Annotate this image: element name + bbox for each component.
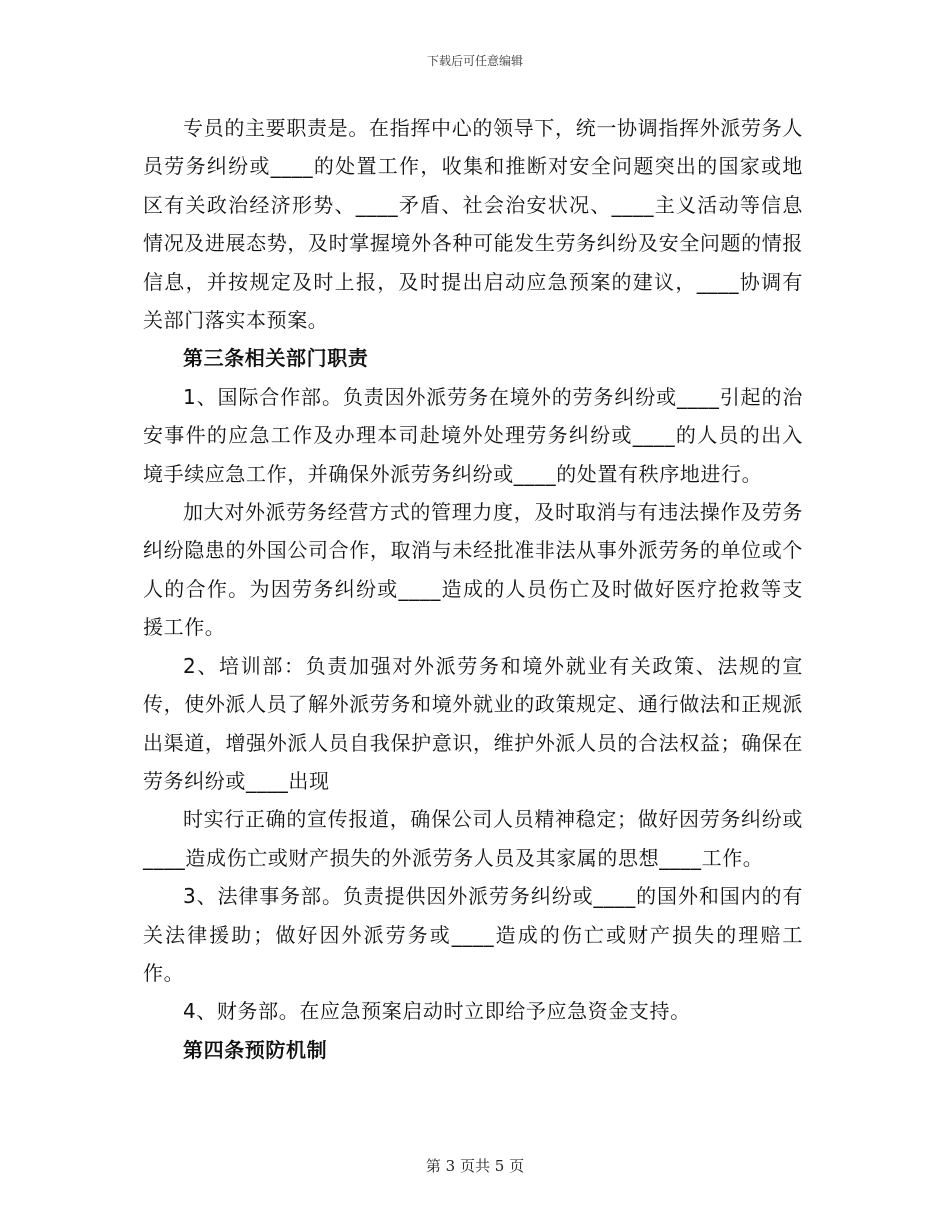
paragraph-finance: 4、财务部。在应急预案启动时立即给予应急资金支持。 [183,999,691,1024]
page-header: 下载后可任意编辑 [426,54,523,68]
section-heading-article-3: 第三条相关部门职责 [183,346,369,371]
paragraph-management: 加大对外派劳务经营方式的管理力度，及时取消与有违法操作及劳务纠纷隐患的外国公司合作，取消与未经批准非法从事外派劳务的单位或个人的合作。为因劳务纠纷或____造成的人员伤亡及时做好医疗抢救等支援工作。 [143,500,803,640]
paragraph-intl-cooperation: 1、国际合作部。负责因外派劳务在境外的劳务纠纷或____引起的治安事件的应急工作及办理本司赴境外处理劳务纠纷或____的人员的出入境手续应急工作，并确保外派劳务纠纷或____的处置有秩序地进行。 [143,384,803,486]
section-heading-article-4: 第四条预防机制 [183,1037,328,1062]
page-footer: 第 3 页共 5 页 [425,1157,525,1175]
paragraph-publicity: 时实行正确的宣传报道，确保公司人员精神稳定；做好因劳务纠纷或____造成伤亡或财产损失的外派劳务人员及其家属的思想____工作。 [143,807,803,870]
paragraph-duties: 专员的主要职责是。在指挥中心的领导下，统一协调指挥外派劳务人员劳务纠纷或____的处置工作，收集和推断对安全问题突出的国家或地区有关政治经济形势、____矛盾、社会治安状况、____主义活动等信息情况及进展态势，及时掌握境外各种可能发生劳务纠纷及安全问题的情报信息，并按规定及时上报，及时提出启动应急预案的建议，____协调有关部门落实本预案。 [143,116,803,333]
paragraph-training: 2、培训部：负责加强对外派劳务和境外就业有关政策、法规的宣传，使外派人员了解外派劳务和境外就业的政策规定、通行做法和正规派出渠道，增强外派人员自我保护意识，维护外派人员的合法权益；确保在劳务纠纷或____出现 [143,653,803,793]
paragraph-legal-affairs: 3、法律事务部。负责提供因外派劳务纠纷或____的国外和国内的有关法律援助；做好因外派劳务或____造成的伤亡或财产损失的理赔工作。 [143,884,803,985]
document-body [143,109,803,1069]
